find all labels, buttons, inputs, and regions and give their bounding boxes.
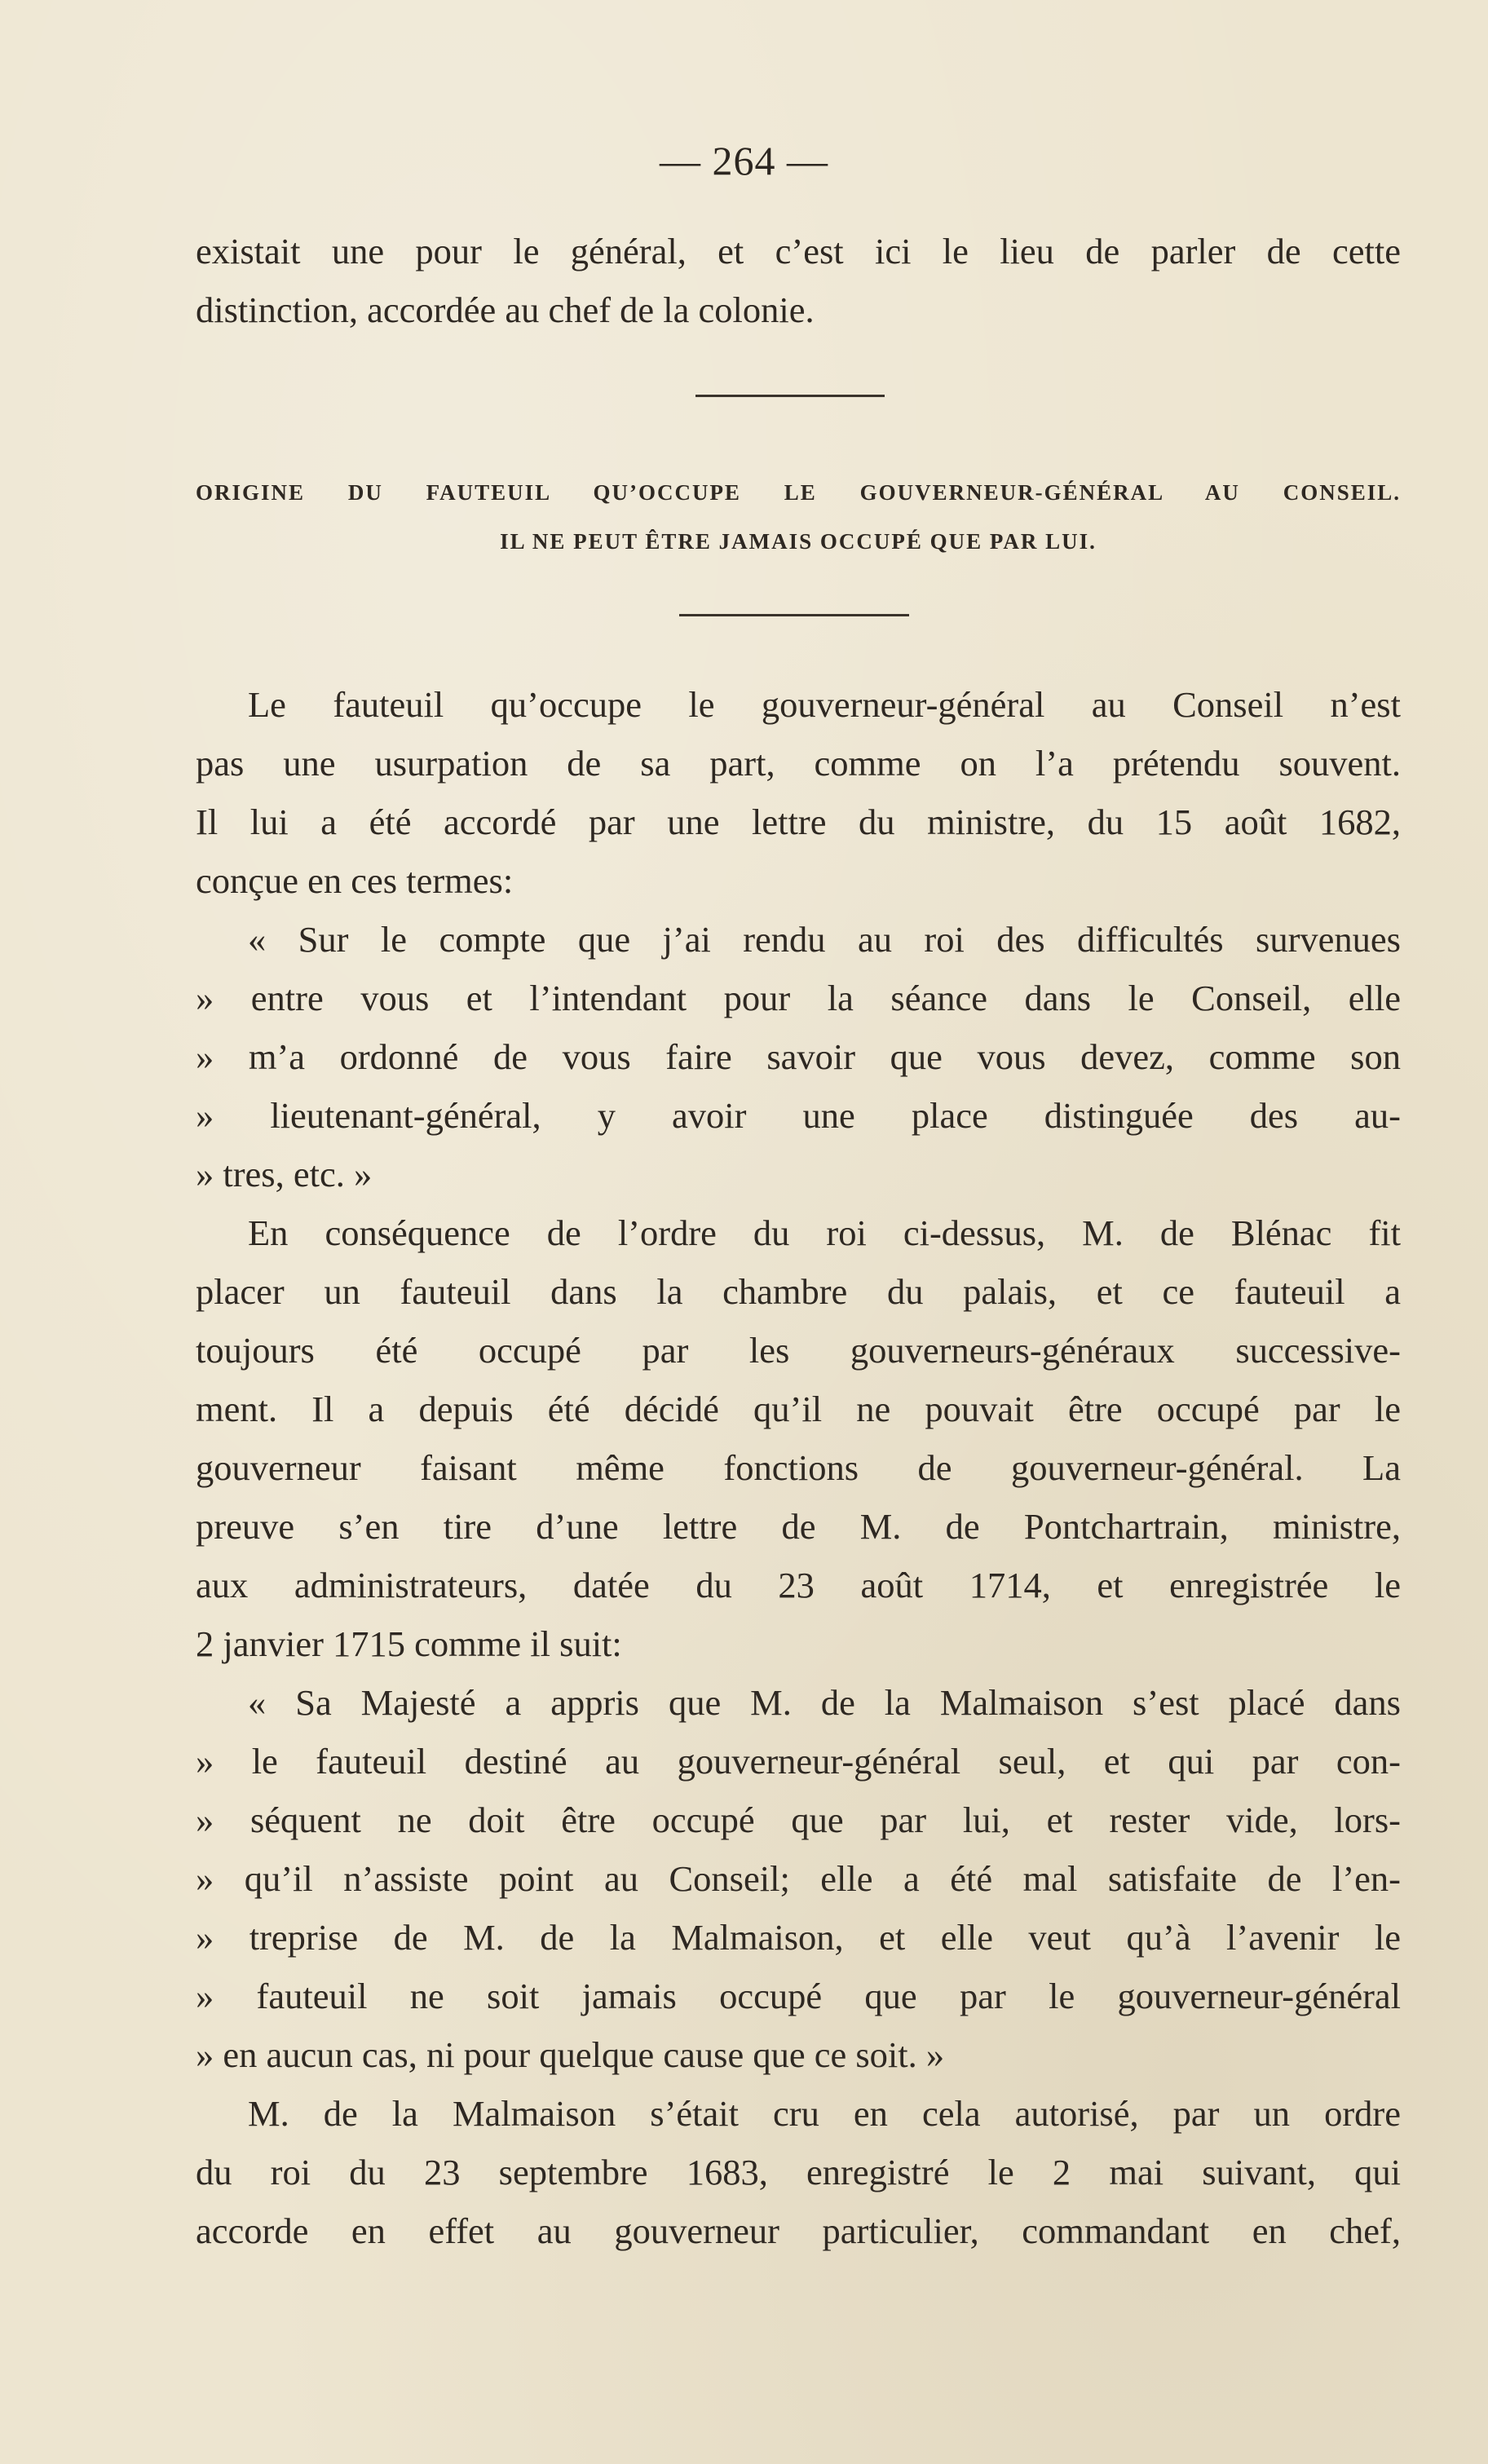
- text-line: M. de la Malmaison s’était cru en cela autorisé, par un ordre: [248, 2093, 1401, 2134]
- text-line: aux administrateurs, datée du 23 août 1714, et enregistrée le: [196, 1565, 1401, 1605]
- text-line: » m’a ordonné de vous faire savoir que vous devez, comme son: [196, 1036, 1401, 1077]
- text-line: » séquent ne doit être occupé que par lui, et rester vide, lors-: [196, 1799, 1401, 1840]
- text-line: preuve s’en tire d’une lettre de M. de Pontchartrain, ministre,: [196, 1506, 1401, 1547]
- text-line: existait une pour le général, et c’est ici le lieu de parler de cette: [196, 231, 1401, 272]
- divider-rule-top: [695, 395, 885, 397]
- divider-rule-bottom: [679, 614, 909, 616]
- text-line: placer un fauteuil dans la chambre du palais, et ce fauteuil a: [196, 1271, 1401, 1312]
- text-line: du roi du 23 septembre 1683, enregistré le 2 mai suivant, qui: [196, 2152, 1401, 2192]
- body-text: [196, 675, 1401, 2260]
- text-line: ment. Il a depuis été décidé qu’il ne pouvait être occupé par le: [196, 1389, 1401, 1429]
- text-line: 2 janvier 1715 comme il suit:: [196, 1623, 622, 1664]
- text-line: toujours été occupé par les gouverneurs-généraux successive-: [196, 1330, 1401, 1371]
- text-line: « Sur le compte que j’ai rendu au roi des difficultés survenues: [248, 919, 1401, 960]
- intro-paragraph: [196, 222, 1401, 339]
- text-line: » en aucun cas, ni pour quelque cause que ce soit. »: [196, 2034, 945, 2075]
- text-line: pas une usurpation de sa part, comme on l’a prétendu souvent.: [196, 743, 1401, 784]
- heading-line: IL NE PEUT ÊTRE JAMAIS OCCUPÉ QUE PAR LUI.: [500, 529, 1097, 554]
- text-line: » lieutenant-général, y avoir une place distinguée des au-: [196, 1095, 1401, 1136]
- page-number: — 264 —: [660, 138, 828, 183]
- text-line: accorde en effet au gouverneur particulier, commandant en chef,: [196, 2210, 1401, 2251]
- heading-line: ORIGINE DU FAUTEUIL QU’OCCUPE LE GOUVERNEUR-GÉNÉRAL AU CONSEIL.: [196, 480, 1401, 505]
- text-line: » le fauteuil destiné au gouverneur-général seul, et qui par con-: [196, 1741, 1401, 1782]
- text-line: gouverneur faisant même fonctions de gouverneur-général. La: [196, 1447, 1401, 1488]
- text-line: distinction, accordée au chef de la colonie.: [196, 289, 815, 330]
- text-line: » treprise de M. de la Malmaison, et elle veut qu’à l’avenir le: [196, 1917, 1401, 1958]
- text-line: Le fauteuil qu’occupe le gouverneur-général au Conseil n’est: [248, 684, 1401, 725]
- text-line: « Sa Majesté a appris que M. de la Malmaison s’est placé dans: [248, 1682, 1401, 1723]
- text-line: » entre vous et l’intendant pour la séance dans le Conseil, elle: [196, 978, 1401, 1018]
- text-line: » fauteuil ne soit jamais occupé que par le gouverneur-général: [196, 1976, 1401, 2016]
- section-heading: [196, 468, 1401, 566]
- text-line: » qu’il n’assiste point au Conseil; elle a été mal satisfaite de l’en-: [196, 1858, 1401, 1899]
- text-line: Il lui a été accordé par une lettre du ministre, du 15 août 1682,: [196, 801, 1401, 842]
- text-line: » tres, etc. »: [196, 1154, 373, 1194]
- text-line: conçue en ces termes:: [196, 860, 514, 901]
- text-line: En conséquence de l’ordre du roi ci-dessus, M. de Blénac fit: [248, 1212, 1401, 1253]
